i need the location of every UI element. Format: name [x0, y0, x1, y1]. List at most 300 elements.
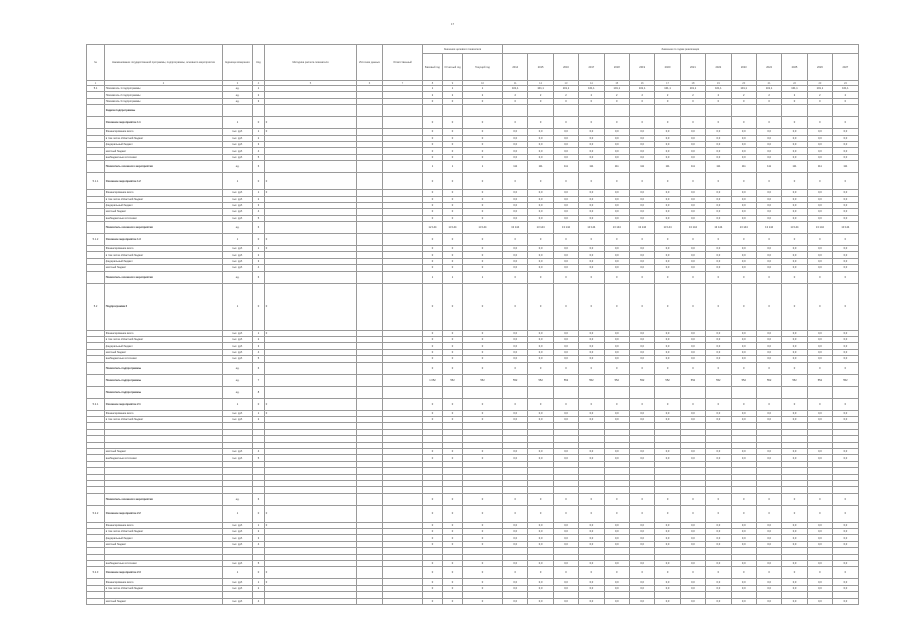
table-cell: 0,0	[807, 190, 832, 196]
table-cell: 0,0	[503, 585, 528, 591]
table-cell: 0	[443, 362, 463, 374]
table-cell: 0,0	[782, 330, 807, 336]
row-name-cell: местный бюджет	[105, 148, 223, 154]
table-cell: 0,0	[756, 448, 781, 454]
table-cell: 0,0	[629, 522, 654, 528]
table-header	[87, 45, 859, 81]
table-cell: 0,0	[807, 265, 832, 271]
table-cell: 0,0	[655, 416, 680, 422]
table-cell: 0,0	[629, 337, 654, 343]
table-cell: 0	[731, 98, 756, 104]
table-cell: 0,0	[706, 154, 731, 160]
table-cell: 0,0	[756, 190, 781, 196]
table-cell: 0,0	[833, 448, 859, 454]
table-cell: 0	[756, 173, 781, 190]
table-cell: 0	[443, 173, 463, 190]
table-cell: 0,0	[629, 202, 654, 208]
table-cell: 0,0	[528, 337, 553, 343]
table-cell: 0,0	[807, 356, 832, 362]
row-name-cell: в том числе областной бюджет	[105, 337, 223, 343]
table-cell: 0,0	[756, 246, 781, 252]
table-cell: 0	[423, 529, 443, 535]
table-cell: 0	[423, 535, 443, 541]
table-cell: 2	[604, 92, 629, 98]
table-cell: 0	[423, 215, 443, 221]
table-cell: 0,0	[833, 265, 859, 271]
table-cell: 0,0	[782, 343, 807, 349]
table-cell: 0,0	[756, 252, 781, 258]
table-cell: 0	[443, 154, 463, 160]
table-cell: 0	[706, 362, 731, 374]
row-name-cell: в том числе областной бюджет	[105, 252, 223, 258]
table-cell: 0,0	[706, 258, 731, 264]
table-cell: 0,0	[503, 330, 528, 336]
table-cell: 0,0	[833, 190, 859, 196]
table-cell: тыс. руб.	[223, 252, 253, 258]
table-cell: 0	[265, 330, 357, 336]
table-cell: 0,0	[629, 343, 654, 349]
table-cell: 0,0	[756, 343, 781, 349]
table-cell: 0,0	[782, 258, 807, 264]
table-cell: 0,0	[731, 529, 756, 535]
table-row	[87, 271, 859, 283]
table-cell: 0	[443, 283, 463, 330]
table-cell: 0	[706, 173, 731, 190]
table-cell: тыс. руб.	[223, 522, 253, 528]
table-cell: 0,0	[604, 129, 629, 135]
table-cell: 0,0	[528, 330, 553, 336]
table-cell: 0,0	[579, 561, 604, 567]
column-index-cell: 6	[357, 81, 383, 86]
table-cell: 0	[680, 98, 705, 104]
table-cell: 0,0	[833, 202, 859, 208]
table-cell: 0	[503, 362, 528, 374]
table-cell: 1	[253, 410, 265, 416]
table-cell: 0,0	[731, 535, 756, 541]
row-name-cell: федеральный бюджет	[105, 141, 223, 147]
table-cell: 2	[463, 92, 503, 98]
table-cell: 0,0	[756, 561, 781, 567]
table-cell: 0	[756, 398, 781, 410]
table-cell: 0,0	[629, 579, 654, 585]
column-index-cell: 12	[528, 81, 553, 86]
row-name-cell: федеральный бюджет	[105, 258, 223, 264]
table-cell: 0,0	[604, 190, 629, 196]
table-cell: 0	[443, 258, 463, 264]
table-cell: 0,0	[503, 209, 528, 215]
table-cell: 0	[443, 209, 463, 215]
table-cell: 0	[423, 135, 443, 141]
table-cell	[604, 105, 629, 117]
table-cell	[383, 598, 423, 604]
table-cell: 0	[443, 343, 463, 349]
table-cell: 0,0	[807, 141, 832, 147]
table-cell: 0	[756, 505, 781, 522]
table-cell: 0,0	[528, 196, 553, 202]
table-cell: 0	[528, 362, 553, 374]
table-cell: 0,0	[655, 561, 680, 567]
table-cell: ед.	[223, 92, 253, 98]
table-cell: 0	[807, 173, 832, 190]
table-cell: 0	[553, 117, 578, 129]
row-name-cell: Показатель основного мероприятия	[105, 271, 223, 283]
table-cell: 0	[782, 117, 807, 129]
table-cell: 13 144	[443, 222, 463, 234]
column-index-cell: 10	[463, 81, 503, 86]
table-cell: 0,0	[503, 598, 528, 604]
table-cell: 0,0	[782, 215, 807, 221]
table-cell: 2	[833, 92, 859, 98]
table-cell: 0,0	[655, 154, 680, 160]
table-cell: 0	[756, 98, 781, 104]
table-cell: 0	[528, 98, 553, 104]
row-number-cell	[87, 598, 105, 604]
table-cell	[528, 105, 553, 117]
table-cell	[357, 493, 383, 505]
table-cell: 0,0	[629, 598, 654, 604]
table-cell: 0	[423, 522, 443, 528]
table-cell: 0	[463, 567, 503, 579]
table-cell: 101,1	[528, 86, 553, 92]
column-index-cell: 1	[87, 81, 105, 86]
table-cell	[357, 222, 383, 234]
table-cell: 0,0	[503, 349, 528, 355]
table-cell: 0,0	[731, 246, 756, 252]
table-cell: 0	[833, 505, 859, 522]
table-cell: 0	[253, 283, 265, 330]
table-cell: 0,0	[553, 522, 578, 528]
row-number-cell: 5.2.1	[87, 398, 105, 410]
column-index-cell: 22	[782, 81, 807, 86]
table-cell: 0,0	[680, 410, 705, 416]
table-cell: 0	[680, 362, 705, 374]
table-cell: 0,0	[807, 154, 832, 160]
table-cell: 0	[463, 258, 503, 264]
table-body	[87, 81, 859, 605]
table-cell: 0,0	[680, 448, 705, 454]
row-name-cell: Показатель подпрограммы	[105, 362, 223, 374]
table-cell: 0,0	[706, 529, 731, 535]
table-cell: 0	[463, 135, 503, 141]
row-name-cell: внебюджетные источники	[105, 561, 223, 567]
header-indicator-group: Значения целевого показателя	[423, 45, 503, 54]
table-cell: 0	[579, 283, 604, 330]
table-cell: 0,0	[553, 258, 578, 264]
table-cell: 0,0	[528, 541, 553, 547]
table-cell: 0	[265, 129, 357, 135]
table-cell: 0,0	[579, 258, 604, 264]
table-cell: 0,0	[579, 154, 604, 160]
table-cell: 0	[423, 252, 443, 258]
table-cell: тыс. руб.	[223, 148, 253, 154]
table-cell: 0	[629, 567, 654, 579]
table-cell: тыс. руб.	[223, 598, 253, 604]
table-cell: 0	[579, 505, 604, 522]
table-cell: 0,0	[731, 356, 756, 362]
table-cell: 0	[443, 202, 463, 208]
table-cell: 0,0	[579, 349, 604, 355]
row-name-cell: Показатель подпрограммы	[105, 386, 223, 398]
row-name-cell: Показатель основного мероприятия	[105, 493, 223, 505]
table-cell: 0,0	[553, 196, 578, 202]
row-name-cell: внебюджетные источники	[105, 215, 223, 221]
table-cell: 0	[706, 98, 731, 104]
table-cell: 0	[423, 246, 443, 252]
table-cell: 0,0	[604, 330, 629, 336]
table-cell: 0,0	[629, 416, 654, 422]
table-cell: 0,0	[528, 416, 553, 422]
row-name-cell: местный бюджет	[105, 265, 223, 271]
row-name-cell: Финансирование всего	[105, 579, 223, 585]
table-cell: 0	[265, 398, 357, 410]
header-current-year: Текущий год	[463, 54, 503, 81]
table-cell: 1	[223, 234, 253, 246]
table-cell: 13 144	[807, 222, 832, 234]
column-index-cell: 3	[223, 81, 253, 86]
table-cell: 0	[463, 117, 503, 129]
table-cell: тыс. руб.	[223, 190, 253, 196]
table-cell: 0	[463, 196, 503, 202]
table-cell: 0,0	[782, 252, 807, 258]
table-cell	[265, 386, 357, 398]
table-cell: 0,0	[604, 252, 629, 258]
table-cell: 0,0	[553, 356, 578, 362]
table-cell	[443, 386, 463, 398]
table-row	[87, 105, 859, 117]
table-cell: 0,0	[680, 598, 705, 604]
column-index-cell: 14	[579, 81, 604, 86]
table-cell: 0,0	[731, 579, 756, 585]
table-cell: 0,0	[680, 535, 705, 541]
table-cell: 0,0	[756, 416, 781, 422]
table-cell: 0,0	[528, 246, 553, 252]
table-cell: тыс. руб.	[223, 215, 253, 221]
table-cell: 111	[706, 161, 731, 173]
table-cell: 0,0	[833, 349, 859, 355]
table-cell: 0,0	[833, 337, 859, 343]
table-cell: 0,0	[655, 141, 680, 147]
table-cell: 0	[629, 234, 654, 246]
table-cell: 0,0	[553, 246, 578, 252]
table-cell: 0	[528, 271, 553, 283]
table-cell: 0,0	[782, 246, 807, 252]
table-cell: 0	[833, 271, 859, 283]
table-cell: 0	[443, 356, 463, 362]
table-cell: 0	[443, 148, 463, 154]
table-cell: 0,0	[579, 330, 604, 336]
table-cell: 111	[807, 161, 832, 173]
row-name-cell: местный бюджет	[105, 598, 223, 604]
table-row	[87, 173, 859, 190]
table-cell: 0,0	[604, 585, 629, 591]
table-cell: 0	[423, 330, 443, 336]
table-cell: 0,0	[604, 579, 629, 585]
table-cell: 111	[655, 161, 680, 173]
table-cell: 0,0	[756, 522, 781, 528]
table-cell: 0	[253, 398, 265, 410]
header-method: Методика расчета показателя	[265, 45, 357, 81]
table-cell: 5	[253, 455, 265, 461]
table-cell: 2	[680, 92, 705, 98]
table-cell: 0,0	[680, 343, 705, 349]
row-number-cell: 5.2.2	[87, 505, 105, 522]
table-cell: 0	[443, 410, 463, 416]
table-cell: 111	[528, 161, 553, 173]
table-cell	[782, 386, 807, 398]
table-cell: 0,0	[579, 343, 604, 349]
table-cell: 0,0	[807, 252, 832, 258]
table-cell: 552	[579, 374, 604, 386]
table-cell: 0,0	[706, 202, 731, 208]
table-cell: 0,0	[503, 252, 528, 258]
table-cell: 0	[423, 337, 443, 343]
table-cell: 0,0	[706, 196, 731, 202]
column-index-cell: 18	[680, 81, 705, 86]
table-cell: 0	[463, 154, 503, 160]
row-name-cell: Финансирование всего	[105, 410, 223, 416]
table-cell: 0	[782, 271, 807, 283]
table-cell	[423, 386, 443, 398]
table-cell: 0,0	[782, 529, 807, 535]
table-cell: 0	[423, 343, 443, 349]
table-cell: 0	[265, 190, 357, 196]
table-cell: 0,0	[604, 141, 629, 147]
table-cell: 0,0	[655, 215, 680, 221]
table-cell: 0,0	[807, 202, 832, 208]
table-cell: 0,0	[731, 343, 756, 349]
table-cell: 0,0	[782, 541, 807, 547]
table-cell: 0,0	[706, 561, 731, 567]
table-cell: 1	[223, 283, 253, 330]
table-cell: 0	[807, 505, 832, 522]
table-cell: 0,0	[579, 135, 604, 141]
table-cell: 0,0	[604, 337, 629, 343]
table-cell: 0,0	[833, 416, 859, 422]
table-cell: 0	[833, 283, 859, 330]
table-cell: 0,0	[782, 209, 807, 215]
row-name-cell: в том числе областной бюджет	[105, 585, 223, 591]
row-name-cell: Основное мероприятие 1.3	[105, 234, 223, 246]
table-cell: тыс. руб.	[223, 141, 253, 147]
table-cell: 0	[463, 141, 503, 147]
table-cell: 0,0	[756, 148, 781, 154]
table-cell: тыс. руб.	[223, 337, 253, 343]
table-cell: 0,0	[553, 154, 578, 160]
table-cell: 0,0	[553, 135, 578, 141]
table-cell: 1	[253, 330, 265, 336]
table-cell: тыс. руб.	[223, 541, 253, 547]
table-cell: 0,0	[604, 246, 629, 252]
table-cell: 0,0	[629, 246, 654, 252]
table-cell	[463, 105, 503, 117]
row-name-cell: Основное мероприятие 2.2	[105, 505, 223, 522]
table-cell: 0,0	[579, 148, 604, 154]
table-cell: 0	[655, 234, 680, 246]
table-cell: 0,0	[579, 416, 604, 422]
table-cell: 5	[253, 154, 265, 160]
table-cell: 0,0	[655, 190, 680, 196]
row-number-cell	[87, 362, 105, 374]
table-cell: 0	[463, 455, 503, 461]
table-cell: 0,0	[807, 561, 832, 567]
table-cell: тыс. руб.	[223, 561, 253, 567]
table-cell: 0,0	[756, 141, 781, 147]
table-cell: 0,0	[528, 448, 553, 454]
table-cell: 0	[443, 585, 463, 591]
table-cell: 0,0	[833, 215, 859, 221]
table-cell	[383, 271, 423, 283]
table-cell: 0	[423, 362, 443, 374]
table-cell: 0	[265, 246, 357, 252]
table-cell: 0	[443, 535, 463, 541]
table-cell: 0,0	[528, 455, 553, 461]
table-cell: 101,1	[706, 86, 731, 92]
table-cell: 2	[807, 92, 832, 98]
table-cell: 0,0	[503, 541, 528, 547]
table-cell: 1	[223, 173, 253, 190]
table-cell	[357, 505, 383, 522]
table-cell: 0,0	[528, 202, 553, 208]
table-cell: 0,0	[731, 416, 756, 422]
table-cell	[383, 283, 423, 330]
table-cell	[357, 362, 383, 374]
table-cell: 0,0	[706, 598, 731, 604]
table-cell: 0,0	[503, 522, 528, 528]
table-cell: 0	[680, 567, 705, 579]
header-responsible: Ответственный	[383, 45, 423, 81]
row-name-cell: местный бюджет	[105, 349, 223, 355]
table-cell: 0	[503, 505, 528, 522]
header-years-group: Значение по годам реализации	[503, 45, 859, 54]
table-cell: 0	[463, 190, 503, 196]
table-cell: 0,0	[528, 579, 553, 585]
table-cell	[357, 374, 383, 386]
table-cell	[680, 386, 705, 398]
table-cell: 0,0	[756, 349, 781, 355]
row-name-cell: в том числе областной бюджет	[105, 135, 223, 141]
table-cell: 0,0	[782, 598, 807, 604]
table-cell	[731, 386, 756, 398]
table-cell: 13 144	[528, 222, 553, 234]
table-cell: 2	[706, 92, 731, 98]
table-cell: 2	[655, 92, 680, 98]
table-cell: 0,0	[833, 585, 859, 591]
table-cell: 13 144	[503, 222, 528, 234]
table-cell: 101,1	[604, 86, 629, 92]
row-name-cell: Показатель 2 подпрограммы	[105, 92, 223, 98]
table-cell: 0,0	[782, 455, 807, 461]
header-base-year: Базовый год	[423, 54, 443, 81]
table-cell: 0,0	[680, 190, 705, 196]
table-cell: тыс. руб.	[223, 330, 253, 336]
table-cell: ед.	[223, 98, 253, 104]
table-cell: 0,0	[579, 252, 604, 258]
table-cell: 0	[265, 117, 357, 129]
table-cell: 0,0	[706, 585, 731, 591]
table-cell: 2	[629, 92, 654, 98]
table-cell: 552	[833, 374, 859, 386]
table-cell: 0	[253, 234, 265, 246]
table-cell	[357, 567, 383, 579]
table-cell: 0	[629, 362, 654, 374]
table-cell: 0	[253, 117, 265, 129]
row-number-cell: 5.1.2	[87, 234, 105, 246]
table-cell	[383, 362, 423, 374]
table-cell: 0,0	[655, 148, 680, 154]
table-cell: 1	[223, 567, 253, 579]
table-cell	[357, 173, 383, 190]
table-cell: 0,0	[655, 246, 680, 252]
